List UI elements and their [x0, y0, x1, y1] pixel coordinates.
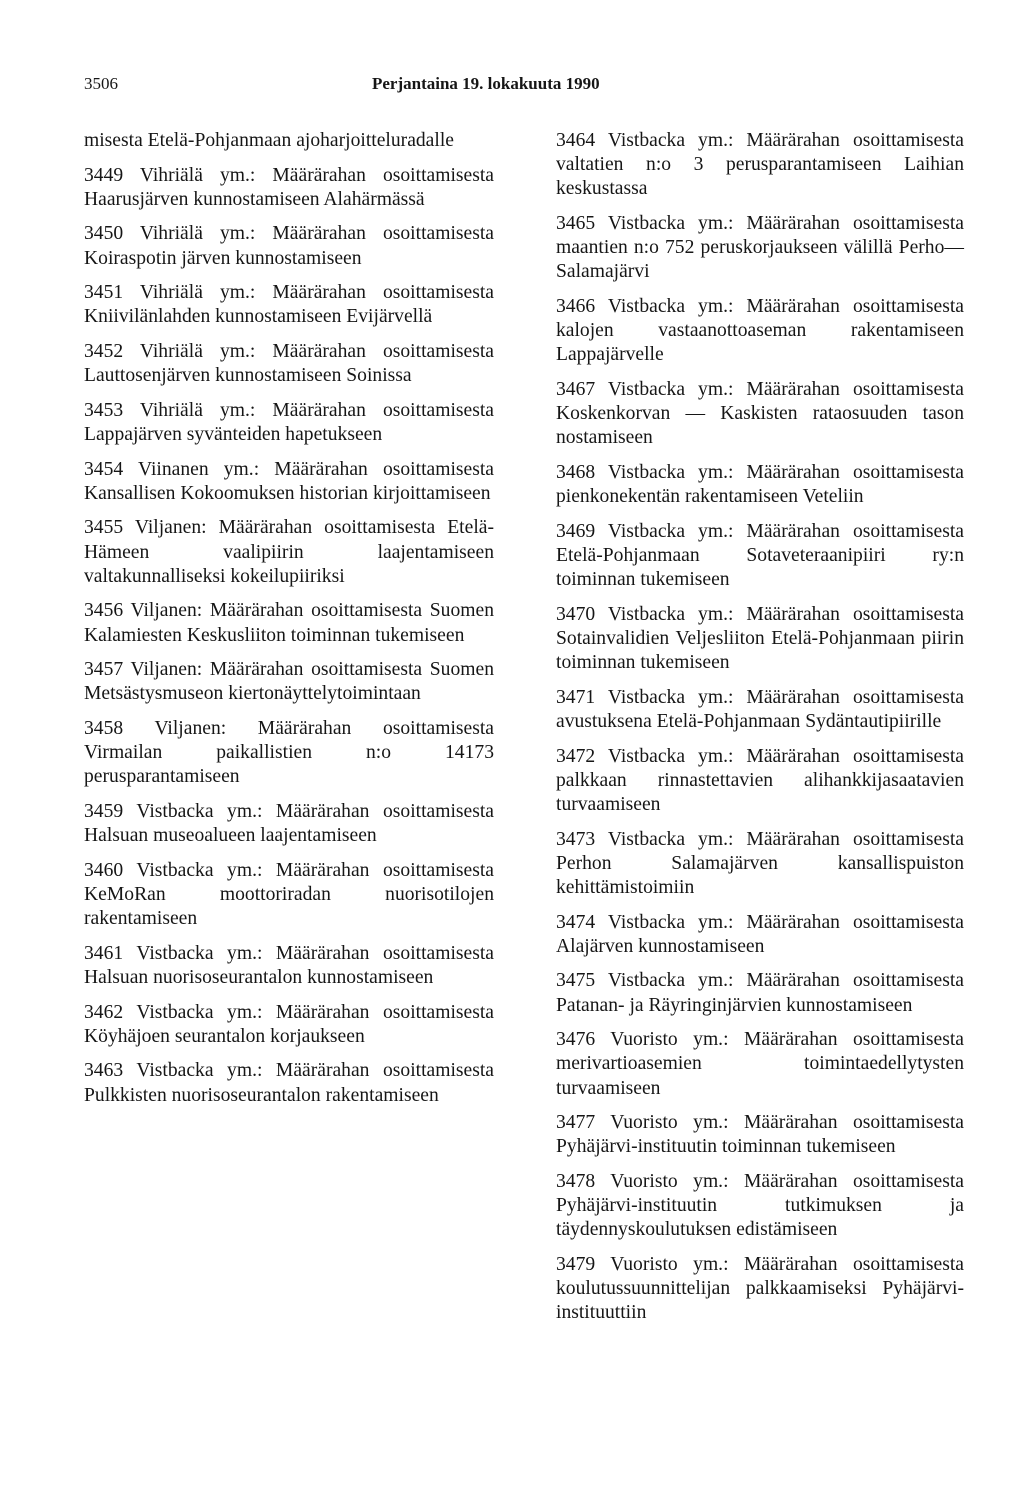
list-item: 3464 Vistbacka ym.: Määrärahan osoittamisesta valtatien n:o 3 perusparantamiseen Laihian keskustassa [556, 130, 964, 200]
left-column [84, 129, 494, 1118]
list-item: 3470 Vistbacka ym.: Määrärahan osoittamisesta Sotainvalidien Veljesliiton Etelä-Pohjanmaan piirin toiminnan tukemiseen [556, 603, 964, 674]
page-number: 3506 [84, 74, 118, 93]
list-item: 3469 Vistbacka ym.: Määrärahan osoittamisesta Etelä-Pohjanmaan Sotaveteraanipiiri ry:n toiminnan tukemiseen [556, 520, 964, 591]
list-item: 3454 Viinanen ym.: Määrärahan osoittamisesta Kansallisen Kokoomuksen historian kirjoittamiseen [84, 458, 494, 504]
list-item: 3462 Vistbacka ym.: Määrärahan osoittamisesta Köyhäjoen seurantalon korjaukseen [84, 1001, 494, 1047]
list-item: 3460 Vistbacka ym.: Määrärahan osoittamisesta KeMoRan moottoriradan nuorisotilojen rakentamiseen [84, 859, 494, 930]
list-item: 3468 Vistbacka ym.: Määrärahan osoittamisesta pienkonekentän rakentamiseen Veteliin [556, 462, 964, 508]
list-item: 3465 Vistbacka ym.: Määrärahan osoittamisesta maantien n:o 752 peruskorjaukseen välillä Perho—Salamajärvi [556, 213, 964, 283]
list-item: 3473 Vistbacka ym.: Määrärahan osoittamisesta Perhon Salamajärven kansallispuiston kehittämistoimiin [556, 828, 964, 898]
list-item: 3457 Viljanen: Määrärahan osoittamisesta Suomen Metsästysmuseon kiertonäyttelytoimintaan [84, 659, 494, 705]
list-item: 3461 Vistbacka ym.: Määrärahan osoittamisesta Halsuan nuorisoseurantalon kunnostamiseen [84, 942, 494, 988]
list-item: 3452 Vihriälä ym.: Määrärahan osoittamisesta Lauttosenjärven kunnostamiseen Soinissa [84, 340, 494, 387]
list-item: 3453 Vihriälä ym.: Määrärahan osoittamisesta Lappajärven syvänteiden hapetukseen [84, 399, 494, 445]
list-item: 3478 Vuoristo ym.: Määrärahan osoittamisesta Pyhäjärvi-instituutin tutkimuksen ja täydennyskoulutuksen edistämiseen [556, 1170, 964, 1241]
page-header [84, 74, 984, 98]
list-item: 3458 Viljanen: Määrärahan osoittamisesta Virmailan paikallistien n:o 14173 perusparantamiseen [84, 717, 494, 788]
list-item: 3477 Vuoristo ym.: Määrärahan osoittamisesta Pyhäjärvi-instituutin toiminnan tukemiseen [556, 1112, 964, 1158]
list-item: 3463 Vistbacka ym.: Määrärahan osoittamisesta Pulkkisten nuorisoseurantalon rakentamiseen [84, 1060, 494, 1106]
running-title: Perjantaina 19. lokakuuta 1990 [372, 74, 600, 93]
list-item: 3467 Vistbacka ym.: Määrärahan osoittamisesta Koskenkorvan — Kaskisten rataosuuden tason nostamiseen [556, 379, 964, 449]
list-item: 3479 Vuoristo ym.: Määrärahan osoittamisesta koulutussuunnittelijan palkkaamiseksi Pyhäjärvi-instituuttiin [556, 1253, 964, 1324]
list-item: 3449 Vihriälä ym.: Määrärahan osoittamisesta Haarusjärven kunnostamiseen Alahärmässä [84, 164, 494, 210]
list-item: 3471 Vistbacka ym.: Määrärahan osoittamisesta avustuksena Etelä-Pohjanmaan Sydäntautipiirille [556, 686, 964, 732]
list-item: 3451 Vihriälä ym.: Määrärahan osoittamisesta Kniivilänlahden kunnostamiseen Evijärvellä [84, 282, 494, 328]
list-item: 3455 Viljanen: Määrärahan osoittamisesta Etelä-Hämeen vaalipiirin laajentamiseen valtakunnalliseksi kokeilupiiriksi [84, 517, 494, 587]
list-item: 3476 Vuoristo ym.: Määrärahan osoittamisesta merivartioasemien toimintaedellytysten turvaamiseen [556, 1029, 964, 1099]
list-item: 3459 Vistbacka ym.: Määrärahan osoittamisesta Halsuan museoalueen laajentamiseen [84, 800, 494, 847]
list-item: 3474 Vistbacka ym.: Määrärahan osoittamisesta Alajärven kunnostamiseen [556, 911, 964, 957]
right-column [556, 129, 964, 1336]
list-item: 3456 Viljanen: Määrärahan osoittamisesta Suomen Kalamiesten Keskusliiton toiminnan tukemiseen [84, 600, 494, 646]
list-item: misesta Etelä-Pohjanmaan ajoharjoitteluradalle [84, 130, 454, 151]
list-item: 3466 Vistbacka ym.: Määrärahan osoittamisesta kalojen vastaanottoaseman rakentamiseen Lappajärvelle [556, 296, 964, 366]
list-item: 3450 Vihriälä ym.: Määrärahan osoittamisesta Koiraspotin järven kunnostamiseen [84, 223, 494, 269]
list-item: 3472 Vistbacka ym.: Määrärahan osoittamisesta palkkaan rinnastettavien alihankkijasaatavien turvaamiseen [556, 745, 964, 815]
list-item: 3475 Vistbacka ym.: Määrärahan osoittamisesta Patanan- ja Räyringinjärvien kunnostamiseen [556, 970, 964, 1016]
